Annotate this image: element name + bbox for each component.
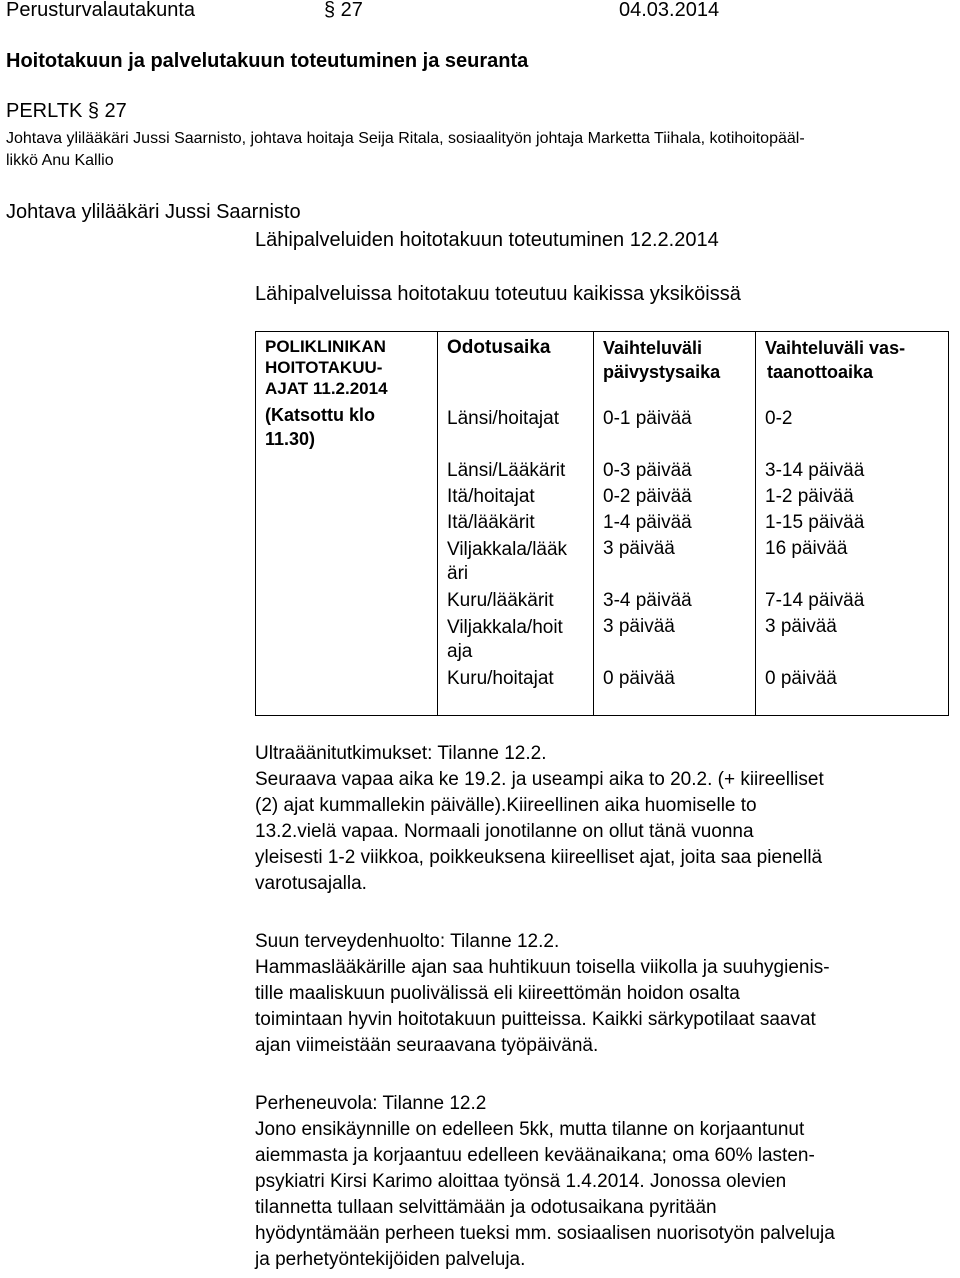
intro-text: Lähipalveluissa hoitotakuu toteutuu kaikissa yksiköissä (255, 283, 741, 305)
dental-section (255, 929, 830, 1059)
row-appointment: 1-2 päivää (765, 486, 854, 507)
row-unit-line: Viljakkala/hoit (447, 617, 563, 638)
row-on-call: 1-4 päivää (603, 512, 692, 533)
organization-name: Perusturvalautakunta (6, 0, 196, 21)
side-label-line: HOITOTAKUU- (265, 358, 383, 377)
presenters-line: Johtava ylilääkäri Jussi Saarnisto, johtava hoitaja Seija Ritala, sosiaalityön johtaja Marketta Tiihala, kotihoitopääl- (6, 130, 805, 147)
paragraph-line: aiemmasta ja korjaantuu edelleen keväänaikana; oma 60% lasten- (255, 1145, 815, 1166)
header-line: päivystysaika (603, 362, 721, 382)
section-number: § 27 (324, 0, 363, 21)
row-unit: Kuru/lääkärit (447, 590, 554, 611)
paragraph-line: toimintaan hyvin hoitotakuun puitteissa. Kaikki särkypotilaat saavat (255, 1009, 816, 1030)
row-unit: Itä/lääkärit (447, 512, 535, 533)
paragraph-line: Seuraava vapaa aika ke 19.2. ja useampi aika to 20.2. (+ kiireelliset (255, 769, 824, 790)
case-id: PERLTK § 27 (6, 100, 127, 122)
table-divider (755, 332, 756, 715)
paragraph-line: ja perhetyöntekijöiden palveluja. (255, 1249, 526, 1270)
presenters-line: likkö Anu Kallio (6, 152, 114, 169)
row-on-call: 0-3 päivää (603, 460, 692, 481)
page-title: Hoitotakuun ja palvelutakuun toteutuminen ja seuranta (6, 50, 529, 72)
paragraph-line: 13.2.vielä vapaa. Normaali jonotilanne on ollut tänä vuonna (255, 821, 754, 842)
row-on-call: 0-1 päivää (603, 408, 692, 429)
row-appointment: 0 päivää (765, 668, 837, 689)
row-unit: Länsi/hoitajat (447, 408, 559, 429)
row-on-call: 3 päivää (603, 616, 675, 637)
author: Johtava ylilääkäri Jussi Saarnisto (6, 201, 301, 223)
meeting-date: 04.03.2014 (619, 0, 720, 21)
table-side-label (265, 336, 388, 451)
row-appointment: 3 päivää (765, 616, 837, 637)
header-on-call-range (603, 336, 720, 384)
row-on-call: 3-4 päivää (603, 590, 692, 611)
row-appointment: 16 päivää (765, 538, 848, 559)
row-unit (447, 616, 563, 664)
header-line: Vaihteluväli vas- (765, 338, 906, 358)
row-on-call: 0-2 päivää (603, 486, 692, 507)
presenters (6, 128, 805, 172)
paragraph-line: Jono ensikäynnille on edelleen 5kk, mutta tilanne on korjaantunut (255, 1119, 805, 1140)
row-appointment: 7-14 päivää (765, 590, 865, 611)
side-label-line: POLIKLINIKAN (265, 337, 386, 356)
paragraph-line: hyödyntämään perheen tueksi mm. sosiaalisen nuorisotyön palveluja (255, 1223, 835, 1244)
ultrasound-section (255, 741, 824, 897)
row-unit-line: Viljakkala/lääk (447, 539, 568, 560)
side-label-line: AJAT 11.2.2014 (265, 379, 388, 398)
row-appointment: 3-14 päivää (765, 460, 865, 481)
row-unit: Kuru/hoitajat (447, 668, 554, 689)
paragraph-line: Hammaslääkärille ajan saa huhtikuun toisella viikolla ja suuhygienis- (255, 957, 830, 978)
row-unit (447, 538, 567, 586)
side-label-line: (Katsottu klo (265, 405, 375, 425)
waiting-times-table (255, 331, 949, 716)
table-divider (437, 332, 438, 715)
paragraph-line: (2) ajat kummallekin päivälle).Kiireellinen aika huomiselle to (255, 795, 757, 816)
header-waiting-time: Odotusaika (447, 337, 551, 358)
side-label-line: 11.30) (265, 429, 316, 449)
row-appointment: 1-15 päivää (765, 512, 865, 533)
header-line: taanottoaika (767, 362, 874, 382)
row-unit-line: äri (447, 563, 469, 584)
paragraph-line: Perheneuvola: Tilanne 12.2 (255, 1093, 487, 1114)
header-appointment-range (765, 336, 905, 384)
subtitle: Lähipalveluiden hoitotakuun toteutuminen 12.2.2014 (255, 229, 719, 251)
row-unit: Itä/hoitajat (447, 486, 535, 507)
paragraph-line: Suun terveydenhuolto: Tilanne 12.2. (255, 931, 560, 952)
row-appointment: 0-2 (765, 408, 793, 429)
paragraph-line: psykiatri Kirsi Karimo aloittaa työnsä 1.4.2014. Jonossa olevien (255, 1171, 787, 1192)
paragraph-line: tille maaliskuun puolivälissä eli kiireettömän hoidon osalta (255, 983, 740, 1004)
family-counselling-section (255, 1091, 835, 1273)
row-unit: Länsi/Lääkärit (447, 460, 566, 481)
row-on-call: 0 päivää (603, 668, 675, 689)
paragraph-line: Ultraäänitutkimukset: Tilanne 12.2. (255, 743, 547, 764)
table-divider (593, 332, 594, 715)
row-on-call: 3 päivää (603, 538, 675, 559)
row-unit-line: aja (447, 641, 473, 662)
paragraph-line: yleisesti 1-2 viikkoa, poikkeuksena kiireelliset ajat, joita saa pienellä (255, 847, 823, 868)
paragraph-line: ajan viimeistään seuraavana työpäivänä. (255, 1035, 599, 1056)
header-line: Vaihteluväli (603, 338, 703, 358)
paragraph-line: tilannetta tullaan selvittämään ja odotusaikana pyritään (255, 1197, 717, 1218)
paragraph-line: varotusajalla. (255, 873, 367, 894)
